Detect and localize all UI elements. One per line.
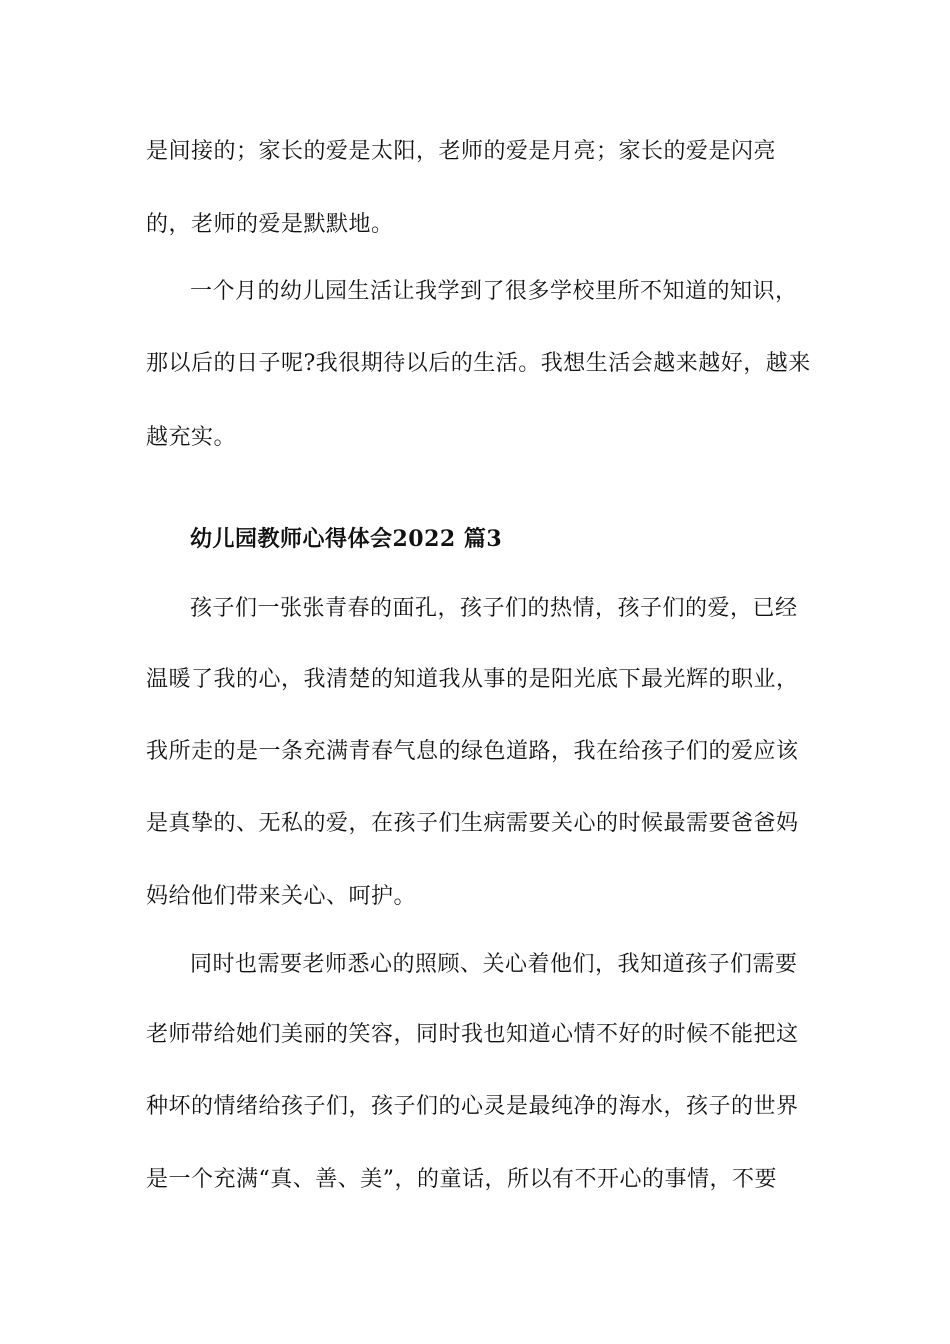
section-heading: 幼儿园教师心得体会2022 篇3 bbox=[190, 526, 503, 552]
paragraph-3-line-4: 是真挚的、无私的爱，在孩子们生病需要关心的时候最需要爸爸妈 bbox=[146, 811, 799, 836]
paragraph-4-line-2: 老师带给她们美丽的笑容，同时我也知道心情不好的时候不能把这 bbox=[146, 1022, 799, 1047]
paragraph-4-line-4: 是一个充满“真、善、美”，的童话，所以有不开心的事情，不要 bbox=[146, 1167, 777, 1192]
paragraph-1-line-2: 的，老师的爱是默默地。 bbox=[146, 212, 394, 237]
paragraph-3-line-5: 妈给他们带来关心、呵护。 bbox=[146, 884, 417, 909]
paragraph-2-line-1: 一个月的幼儿园生活让我学到了很多学校里所不知道的知识， bbox=[190, 279, 798, 304]
paragraph-3-line-3: 我所走的是一条充满青春气息的绿色道路，我在给孩子们的爱应该 bbox=[146, 739, 799, 764]
paragraph-4-line-3: 种坏的情绪给孩子们，孩子们的心灵是最纯净的海水，孩子的世界 bbox=[146, 1094, 799, 1119]
paragraph-4-line-1: 同时也需要老师悉心的照顾、关心着他们，我知道孩子们需要 bbox=[190, 952, 798, 977]
paragraph-3-line-2: 温暖了我的心，我清楚的知道我从事的是阳光底下最光辉的职业， bbox=[146, 667, 799, 692]
paragraph-3-line-1: 孩子们一张张青春的面孔，孩子们的热情，孩子们的爱，已经 bbox=[190, 596, 798, 621]
paragraph-1-line-1: 是间接的；家长的爱是太阳，老师的爱是月亮；家长的爱是闪亮 bbox=[146, 139, 777, 164]
paragraph-2-line-3: 越充实。 bbox=[146, 425, 237, 450]
paragraph-2-line-2: 那以后的日子呢?我很期待以后的生活。我想生活会越来越好，越来 bbox=[146, 351, 811, 376]
